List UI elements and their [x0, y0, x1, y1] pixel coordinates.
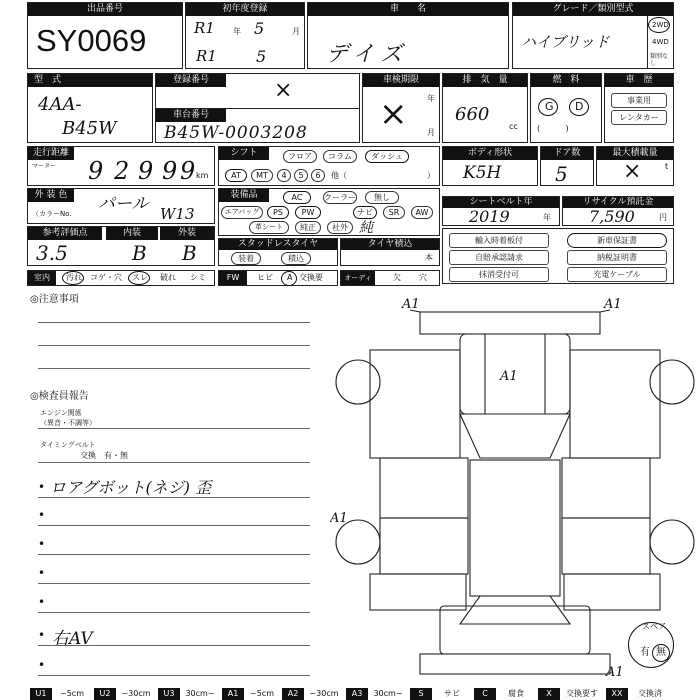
month-unit: 月	[292, 27, 300, 36]
fuel-box	[530, 73, 602, 143]
report-line	[38, 583, 310, 584]
report-bullet: •	[38, 508, 46, 522]
legend-key: S	[410, 688, 432, 700]
capacity-value: ×	[623, 159, 642, 184]
shift-dash: ダッシュ	[365, 150, 409, 163]
equip-pw: PW	[295, 206, 321, 219]
report-line	[38, 612, 310, 613]
damage-mark-rear-right: A1	[606, 665, 624, 680]
shift-column: コラム	[323, 150, 357, 163]
equip-cooler: クーラー	[324, 193, 356, 202]
notes-line	[38, 368, 310, 369]
history-label: 車 歴	[605, 74, 673, 87]
fw-a: A	[287, 273, 293, 282]
damage-mark-front-left: A1	[402, 297, 420, 312]
report-timing: タイミングベルト	[40, 441, 96, 449]
doc-insurance: 自賠承認請求	[449, 250, 549, 265]
notes-title: ◎注意事項	[30, 294, 79, 305]
tailgate	[440, 606, 590, 654]
fuel-selected-circle	[538, 98, 558, 116]
drive-2wd-circle	[648, 17, 670, 33]
report-line-1: ロアグボット(ネジ) 歪	[50, 478, 212, 497]
equipment-label: 装備品	[219, 189, 269, 202]
left-front-door	[380, 458, 468, 518]
shift-mt: MT	[251, 169, 273, 182]
equip-ac: AC	[283, 191, 311, 204]
interior-row-spot: シミ	[190, 273, 206, 282]
mileage-digit-3: 9	[138, 157, 154, 185]
mileage-marker: マーター	[32, 163, 57, 170]
shift-box	[218, 146, 440, 186]
fuel-bracket: ( )	[537, 124, 569, 133]
damage-mark-front-right: A1	[604, 297, 622, 312]
recycle-value: 7,590	[589, 207, 635, 226]
recycle-box	[562, 196, 674, 226]
front-bumper	[420, 312, 600, 334]
body-type-box	[442, 146, 538, 186]
mileage-digit-5: 9	[180, 157, 196, 185]
seatbelt-year-unit: 年	[543, 213, 551, 222]
exterior-color-sub: （カラーNo.	[32, 210, 72, 218]
damage-mark-left-door: A1	[330, 511, 348, 526]
interior-row-label: 室内	[28, 271, 56, 285]
model-type-box	[27, 73, 153, 143]
doc-cancel: 抹消受付可	[449, 267, 549, 282]
registration-number-value: ×	[274, 78, 293, 103]
fw-replace: 交換要	[299, 273, 323, 282]
report-bullet: •	[38, 658, 46, 672]
mileage-digit-4: 9	[162, 157, 178, 185]
legend-key: A3	[346, 688, 368, 700]
first-registration-box	[185, 2, 305, 69]
legend-value: ~30cm	[309, 689, 339, 698]
fw-crack: ヒビ	[257, 273, 273, 282]
equipment-box	[218, 188, 440, 236]
equip-none: 無し	[365, 191, 399, 204]
rear-left-wheel	[336, 520, 380, 564]
model-type-value1: 4AA-	[38, 94, 82, 115]
capacity-label: 最大積載量	[597, 147, 673, 160]
damage-legend	[0, 688, 700, 700]
first-reg-month: 5	[254, 19, 265, 38]
lot-number-label: 出品番号	[28, 3, 182, 16]
legend-key: C	[474, 688, 496, 700]
body-type-label: ボディ形状	[443, 147, 537, 160]
legend-value: ~30cm	[121, 689, 151, 698]
report-line	[38, 497, 310, 498]
shift-4: 4	[277, 169, 291, 182]
legend-key: U2	[94, 688, 116, 700]
rear-bumper	[420, 654, 610, 674]
right-rear-door	[562, 518, 650, 574]
rear-right-wheel	[650, 520, 694, 564]
legend-value: ~5cm	[60, 689, 84, 698]
legend-key: X	[538, 688, 560, 700]
inspection-month-unit: 月	[427, 128, 435, 137]
audio-row	[340, 270, 440, 296]
shift-other: 他（	[331, 171, 347, 180]
mileage-label: 走行距離	[28, 147, 74, 160]
inspection-expiry-label: 車検期限	[363, 74, 439, 87]
spare-label: スペア	[642, 622, 666, 631]
equip-leather: 革シート	[249, 221, 289, 234]
fuel-option-g: G	[545, 100, 554, 113]
legend-value: 30cm~	[185, 689, 215, 698]
exterior-color-box	[27, 188, 215, 224]
exterior-eval-label: 外装	[160, 227, 214, 240]
fw-row	[218, 270, 338, 286]
audio-hole: 穴	[419, 273, 427, 282]
report-title: ◎検査員報告	[30, 391, 89, 402]
doc-charger: 充電ケーブル	[567, 267, 667, 282]
mileage-digit-1: 9	[88, 157, 104, 185]
evaluation-score: 3.5	[36, 241, 68, 265]
front-left-fender	[370, 350, 460, 458]
fw-a-circle	[281, 271, 297, 286]
registration-number-box	[155, 73, 360, 109]
studless-mounted: 装着	[231, 252, 261, 265]
report-line	[38, 645, 310, 646]
first-registration-label: 初年度登録	[186, 3, 304, 16]
inspection-expiry-box	[362, 73, 440, 143]
left-rear-door	[380, 518, 468, 574]
notes-line	[38, 322, 310, 323]
interior-row-stain: 汚れ	[66, 273, 82, 282]
drive-4wd: 4WD	[652, 38, 669, 46]
report-bullet: •	[38, 480, 46, 494]
right-front-door	[562, 458, 650, 518]
interior-scuff-circle	[128, 271, 150, 285]
report-line	[38, 525, 310, 526]
shift-at: AT	[225, 169, 247, 182]
report-engine: エンジン関係	[40, 409, 82, 417]
model-type-label: 型 式	[28, 74, 152, 87]
displacement-label: 排 気 量	[443, 74, 527, 87]
equip-aftermarket: 社外	[327, 221, 353, 234]
grade-label: グレード／類別型式	[513, 3, 673, 16]
report-line	[38, 462, 310, 463]
exterior-color-code: W13	[160, 205, 195, 223]
report-line	[38, 675, 310, 676]
history-box	[604, 73, 674, 143]
fw-label: FW	[219, 271, 247, 285]
left-rear-quarter	[370, 574, 466, 610]
front-left-wheel	[336, 360, 380, 404]
damage-mark-hood: A1	[500, 369, 518, 384]
equip-aw: AW	[411, 206, 433, 219]
model-name-value: デイズ	[326, 42, 409, 67]
grade-value: ハイブリッド	[521, 33, 610, 51]
capacity-box	[596, 146, 674, 186]
fuel-option-d: D	[575, 100, 584, 113]
studless-loaded: 積込	[281, 252, 311, 265]
report-line	[38, 428, 310, 429]
report-line	[38, 554, 310, 555]
first-reg-era: R1	[194, 19, 215, 37]
audio-label: オーディオ	[341, 271, 375, 285]
grade-box	[512, 2, 674, 69]
report-bullet: •	[38, 628, 46, 642]
doc-tax: 納税証明書	[567, 250, 667, 265]
shift-5: 5	[294, 169, 308, 182]
legend-value: サビ	[444, 689, 460, 698]
shift-6: 6	[311, 169, 325, 182]
interior-stain-circle	[62, 271, 84, 285]
seatbelt-year-value: 2019	[469, 207, 510, 226]
body-type-value: K5H	[463, 163, 502, 183]
capacity-unit: t	[665, 162, 669, 171]
registration-number-label: 登録番号	[156, 74, 226, 87]
recycle-label: リサイクル預託金	[563, 197, 673, 208]
spare-no: 無	[656, 647, 666, 658]
legend-value: ~5cm	[250, 689, 274, 698]
history-business: 事業用	[611, 93, 667, 108]
interior-row-scuff: スレ	[132, 273, 148, 282]
evaluation-label: 参考評価点	[28, 227, 102, 240]
exterior-grade: B	[182, 241, 197, 265]
mileage-digit-2: 2	[114, 157, 130, 185]
interior-row-tear: 破れ	[160, 273, 176, 282]
report-bullet: •	[38, 566, 46, 580]
legend-key: U3	[158, 688, 180, 700]
model-name-box	[307, 2, 509, 69]
seatbelt-year-box	[442, 196, 560, 226]
front-right-fender	[570, 350, 660, 458]
report-bullet: •	[38, 595, 46, 609]
chassis-number-box	[155, 108, 360, 143]
legend-key: A2	[282, 688, 304, 700]
mileage-unit: km	[196, 171, 209, 180]
documents-box	[442, 228, 674, 284]
evaluation-box	[27, 226, 215, 266]
legend-key: U1	[30, 688, 52, 700]
right-rear-quarter	[564, 574, 660, 610]
year-unit: 年	[233, 27, 241, 36]
legend-value: 30cm~	[373, 689, 403, 698]
displacement-box	[442, 73, 528, 143]
drive-options	[647, 16, 674, 68]
tires-unit: 本	[425, 253, 433, 262]
equip-handwritten: 純	[359, 220, 373, 236]
reg-era: R1	[196, 47, 217, 65]
interior-row-burn: コゲ・穴	[90, 273, 122, 282]
recycle-unit: 円	[659, 213, 667, 222]
shift-floor: フロア	[283, 150, 317, 163]
lot-number-box	[27, 2, 183, 69]
notes-line	[38, 345, 310, 346]
fuel-label: 燃 料	[531, 74, 601, 87]
interior-grade: B	[132, 241, 147, 265]
report-line-2: 右AV	[52, 629, 93, 649]
mileage-box	[27, 146, 215, 186]
rear-window	[460, 596, 570, 624]
tires-box	[340, 238, 440, 266]
equip-ps: PS	[267, 206, 289, 219]
studless-label: スタッドレスタイヤ	[219, 239, 337, 250]
tires-label: タイヤ積込	[341, 239, 439, 250]
shift-close: ）	[427, 171, 435, 180]
exterior-color-value: パール	[98, 194, 149, 214]
studless-box	[218, 238, 338, 266]
legend-value: 腐食	[508, 689, 524, 698]
displacement-value: 660	[455, 104, 490, 125]
front-right-wheel	[650, 360, 694, 404]
seatbelt-year-label: シートベルト年	[443, 197, 559, 208]
legend-value: 交換済	[638, 689, 662, 698]
inspection-year-unit: 年	[427, 94, 435, 103]
interior-condition-row	[27, 270, 215, 286]
spare-selected-circle	[652, 644, 670, 662]
audio-missing: 欠	[393, 273, 401, 282]
chassis-number-value: B45W-0003208	[164, 123, 308, 143]
exterior-color-label: 外 装 色	[28, 189, 74, 202]
legend-key: A1	[222, 688, 244, 700]
chassis-number-label: 車台番号	[156, 109, 226, 122]
history-rental: レンタカー	[611, 110, 667, 125]
doors-label: ドア数	[541, 147, 593, 160]
legend-key: XX	[606, 688, 628, 700]
displacement-unit: cc	[509, 122, 518, 131]
drive-none: 類別なし	[650, 53, 669, 67]
shift-label: シフト	[219, 147, 269, 160]
doors-value: 5	[555, 162, 568, 186]
equip-genuine: 純正	[295, 221, 321, 234]
equip-airbag: エアバッグ	[221, 206, 263, 219]
model-type-value2: B45W	[62, 118, 117, 139]
doors-box	[540, 146, 594, 186]
doc-warranty: 新車保証書	[567, 233, 667, 248]
report-engine-sub: （異音・不調等）	[40, 419, 96, 427]
windshield	[460, 414, 570, 458]
report-bullet: •	[38, 537, 46, 551]
equip-navi: ナビ	[353, 206, 377, 219]
roof	[470, 460, 560, 596]
report-timing-opts: 交換 有・無	[80, 451, 128, 460]
equip-sr: SR	[383, 206, 405, 219]
lot-number-value: SY0069	[36, 23, 147, 58]
legend-value: 交換要す	[566, 689, 598, 698]
interior-label: 内装	[106, 227, 158, 240]
drive-2wd: 2WD	[652, 21, 669, 29]
reg-month: 5	[256, 47, 267, 66]
fuel-d-circle	[569, 98, 589, 116]
spare-yes: 有	[640, 647, 650, 658]
model-name-label: 車 名	[308, 3, 508, 16]
doc-import: 輸入時着板付	[449, 233, 549, 248]
inspection-value: ×	[379, 94, 408, 134]
